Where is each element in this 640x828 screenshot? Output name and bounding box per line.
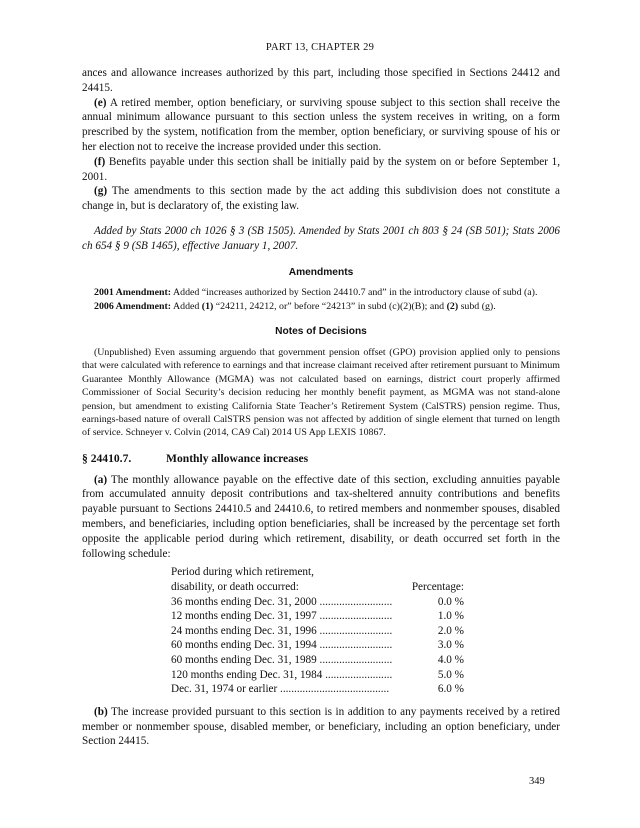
schedule-percentage: 4.0 %	[437, 653, 464, 666]
section-number: § 24410.7.	[82, 451, 132, 465]
subdivision-e-label: (e)	[94, 96, 107, 109]
schedule-percentage: 2.0 %	[437, 624, 464, 637]
subdivision-e	[82, 96, 560, 155]
schedule-header-period-1: Period during which retirement,	[171, 566, 314, 579]
history-note: Added by Stats 2000 ch 1026 § 3 (SB 1505). Amended by Stats 2001 ch 803 § 24 (SB 501); Stats 2006 ch 654 § 9 (SB 1465), effective January 1, 2007.	[82, 224, 560, 252]
schedule-header-percentage: Percentage:	[411, 580, 464, 593]
amendment-2001	[82, 286, 560, 299]
notes-block	[82, 346, 560, 440]
page-content	[82, 66, 560, 749]
notes-heading: Notes of Decisions	[275, 326, 367, 338]
schedule-percentage: 0.0 %	[437, 595, 464, 608]
schedule-row	[171, 624, 464, 639]
schedule-period: 12 months ending Dec. 31, 1997 ..........................	[171, 610, 393, 623]
amendment-2001-label: 2001 Amendment:	[94, 287, 172, 299]
schedule-header-row-1	[171, 565, 464, 580]
schedule-percentage: 6.0 %	[437, 683, 464, 696]
section-heading	[82, 452, 560, 467]
notes-text: (Unpublished) Even assuming arguendo that government pension offset (GPO) provision applied only to pensions that were calculated with reference to earnings and that increase claimant received after retirement pursuant to Minimum Guarantee Monthly Allowance (MGMA) was not calculated based on earnings, district court properly affirmed Commissioner of Social Security’s decision reducing her monthly benefit payment, as MGMA was not stand-alone pension, but amendment to existing California State Teacher’s Retirement System (CalSTRS) pension regime. Thus, earnings-based nature of overall CalSTRS pension was not affected by addition of single element that turned on length of service. Schneyer v. Colvin (2014, CA9 Cal) 2014 US App LEXIS 10867.	[82, 346, 560, 439]
amendment-2006-label: 2006 Amendment:	[94, 300, 172, 312]
subdivision-e-text: A retired member, option beneficiary, or surviving spouse subject to this section shall receive the annual minimum allowance pursuant to this section unless the system receives in writing, on a form prescribed by the system, notification from the member, option beneficiary, or surviving spouse of his or her election not to receive the increase provided under this section.	[82, 96, 560, 153]
running-head: PART 13, CHAPTER 29	[265, 42, 375, 53]
schedule-row	[171, 668, 464, 683]
schedule-header-row-2	[171, 580, 464, 595]
schedule-period: 120 months ending Dec. 31, 1984 ........................	[171, 668, 393, 681]
schedule-table	[171, 565, 464, 696]
amendment-2006-num2: (2)	[446, 300, 459, 312]
schedule-percentage: 3.0 %	[437, 639, 464, 652]
amendment-2001-text: Added “increases authorized by Section 24410.7 and” in the introductory clause of subd (a).	[171, 287, 538, 299]
schedule-row	[171, 638, 464, 653]
schedule-period: 60 months ending Dec. 31, 1994 ..........................	[171, 639, 393, 652]
schedule-percentage: 1.0 %	[437, 610, 464, 623]
amendment-2006-post: subd (g).	[458, 300, 496, 312]
continuation-text: ances and allowance increases authorized by this part, including those specified in Sections 24412 and 24415.	[82, 67, 560, 94]
amendments-heading: Amendments	[288, 266, 354, 278]
subdivision-g-text: The amendments to this section made by the act adding this subdivision does not constitute a change in, but is declaratory of, the existing law.	[82, 185, 560, 213]
subdivision-a	[82, 473, 560, 562]
subdivision-g-label: (g)	[94, 185, 108, 198]
subdivision-f-text: Benefits payable under this section shall be initially paid by the system on or before September 1, 2001.	[82, 155, 560, 183]
schedule-row	[171, 595, 464, 610]
amendment-2006-pre: Added	[171, 300, 202, 312]
subdivision-g	[82, 184, 560, 214]
schedule-period: 36 months ending Dec. 31, 2000 ..........................	[171, 595, 393, 608]
schedule-row	[171, 653, 464, 668]
subdivision-b-text: The increase provided pursuant to this section is in addition to any payments received by a retired member or nonmember spouse, disabled member, or beneficiary, including an option beneficiary, under Section 24415.	[82, 705, 560, 748]
subdivision-f	[82, 155, 560, 185]
subdivision-b	[82, 705, 560, 749]
amendment-2006	[82, 300, 560, 313]
amendment-2006-mid: “24211, 24212, or” before “24213” in subd (c)(2)(B); and	[213, 300, 447, 312]
schedule-period: 60 months ending Dec. 31, 1989 ..........................	[171, 653, 393, 666]
amendment-2006-num1: (1)	[201, 300, 214, 312]
page-number: 349	[529, 776, 545, 787]
schedule-percentage: 5.0 %	[437, 668, 464, 681]
schedule-period: 24 months ending Dec. 31, 1996 ..........................	[171, 624, 393, 637]
schedule-row	[171, 609, 464, 624]
subdivision-a-text: The monthly allowance payable on the effective date of this section, excluding annuities payable from accumulated annuity deposit contributions and tax-sheltered annuity contributions and benefits payable pursuant to Sections 24410.5 and 24410.6, to retired members and nonmember spouses, disabled members, and beneficiaries, including option beneficiaries, shall be increased by the percentage set forth opposite the applicable period during which retirement, disability, or death occurred set forth in the following schedule:	[82, 473, 560, 560]
schedule-row	[171, 682, 464, 697]
subdivision-f-label: (f)	[94, 155, 106, 168]
schedule-period: Dec. 31, 1974 or earlier .......................................	[171, 683, 390, 696]
subdivision-b-label: (b)	[94, 705, 108, 718]
section-title: Monthly allowance increases	[166, 451, 309, 465]
continuation-paragraph	[82, 66, 560, 96]
amendments-block	[82, 286, 560, 313]
schedule-header-period-2: disability, or death occurred:	[171, 580, 299, 593]
subdivision-a-label: (a)	[94, 473, 108, 486]
